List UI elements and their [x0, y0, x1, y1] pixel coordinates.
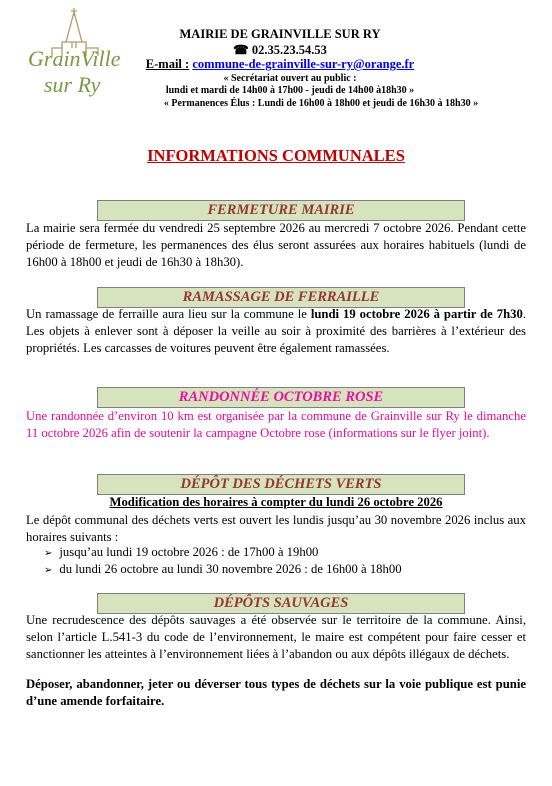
- header-email: [130, 57, 430, 72]
- arrow-bullet-icon: ➢: [44, 565, 53, 576]
- phone-icon: ☎: [233, 43, 249, 57]
- header-title: MAIRIE DE GRAINVILLE SUR RY: [179, 27, 381, 41]
- sauvages-text: Une recrudescence des dépôts sauvages a été observée sur le territoire de la commune. Ainsi, selon l’article L.541-3 du code de l’environnement, le maire est compétent pour faire cesser et sanctionner les atteintes à l’environnement liées à l’abandon ou aux dépôts illégaux de déchets.: [26, 613, 526, 661]
- sauvages-warning: Déposer, abandonner, jeter ou déverser tous types de déchets sur la voie publique est punie d’une amende forfaitaire.: [26, 677, 526, 708]
- section-title-fermeture: FERMETURE MAIRIE: [97, 200, 465, 221]
- section-title-randonnee: RANDONNÉE OCTOBRE ROSE: [97, 387, 465, 408]
- village-church-icon: [22, 4, 132, 108]
- header-phone: [130, 42, 430, 58]
- list-item: [44, 561, 402, 579]
- permanences-line: « Permanences Élus : Lundi de 16h00 à 18h00 et jeudi de 16h30 à 18h30 »: [163, 98, 479, 109]
- ferraille-text-date: lundi 19 octobre 2026 à partir de 7h30: [310, 307, 523, 321]
- logo-text-line1: GrainVille: [28, 46, 121, 71]
- arrow-bullet-icon: ➢: [44, 548, 53, 559]
- ferraille-text-before: Un ramassage de ferraille aura lieu sur la commune le: [26, 307, 311, 321]
- email-label: E-mail :: [145, 57, 190, 71]
- section-title-ferraille: RAMASSAGE DE FERRAILLE: [97, 287, 465, 308]
- section-title-dechets-verts: DÉPÔT DES DÉCHETS VERTS: [97, 474, 465, 495]
- ferraille-text: [26, 306, 526, 357]
- logo-text-line2: sur Ry: [44, 72, 101, 97]
- dechets-verts-text: Le dépôt communal des déchets verts est ouvert les lundis jusqu’au 30 novembre 2026 inclus aux horaires suivants :: [26, 513, 526, 544]
- ferraille-text-after: . Les objets à enlever sont à déposer la veille au soir à proximité des barrières à l’extérieur des propriétés. Les carcasses de voitures peuvent être également ramassées.: [26, 307, 527, 355]
- fermeture-text: La mairie sera fermée du vendredi 25 septembre 2026 au mercredi 7 octobre 2026. Pendant cette période de fermeture, les permanences des élus seront assurées aux horaires habituels (lundi de 16h00 à 18h00 et jeudi de 16h30 à 18h30).: [26, 221, 526, 269]
- list-item-text: du lundi 26 octobre au lundi 30 novembre 2026 : de 16h00 à 18h00: [59, 562, 402, 576]
- dechets-verts-subtitle: Modification des horaires à compter du lundi 26 octobre 2026: [109, 495, 443, 509]
- secretariat-line1: « Secrétariat ouvert au public :: [223, 73, 357, 84]
- page-title: INFORMATIONS COMMUNALES: [147, 146, 405, 165]
- list-item-text: jusqu’au lundi 19 octobre 2026 : de 17h00 à 19h00: [59, 545, 319, 559]
- grainville-logo: [22, 4, 132, 108]
- section-title-sauvages: DÉPÔTS SAUVAGES: [97, 593, 465, 614]
- email-link[interactable]: commune-de-grainville-sur-ry@orange.fr: [192, 57, 415, 71]
- list-item: [44, 544, 318, 562]
- secretariat-line2: lundi et mardi de 14h00 à 17h00 - jeudi de 14h00 à18h30 »: [165, 85, 415, 96]
- randonnee-text: Une randonnée d’environ 10 km est organisée par la commune de Grainville sur Ry le dimanche 11 octobre 2026 afin de soutenir la campagne Octobre rose (informations sur le flyer joint).: [26, 409, 526, 440]
- phone-number: 02.35.23.54.53: [251, 43, 327, 57]
